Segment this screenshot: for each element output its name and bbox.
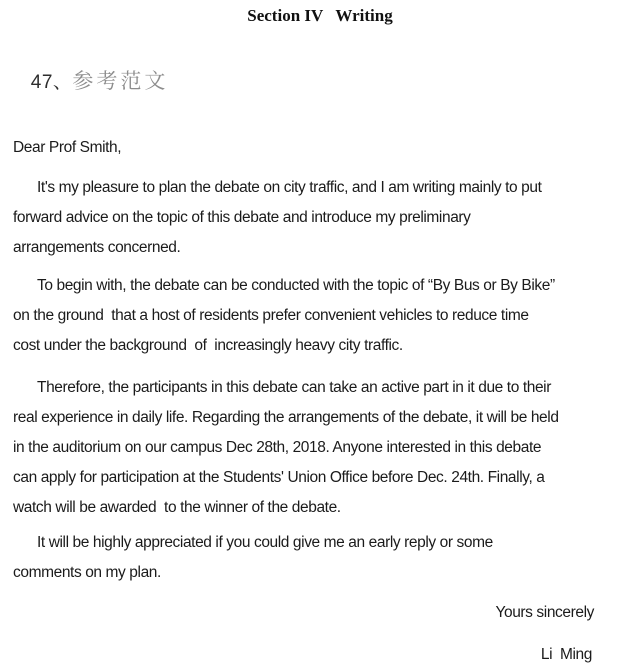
paragraph-line: cost under the background of increasingly heavy city traffic.: [13, 337, 403, 354]
item-heading: [13, 42, 640, 123]
section-header: Section IV Writing: [247, 6, 393, 25]
letter-paragraph-4: [13, 528, 632, 588]
paragraph-line: in the auditorium on our campus Dec 28th, 2018. Anyone interested in this debate: [13, 439, 542, 456]
paragraph-line: To begin with, the debate can be conducted with the topic of “By Bus or By Bike”: [37, 277, 555, 294]
paragraph-line: arrangements concerned.: [13, 239, 181, 256]
paragraph-line: real experience in daily life. Regarding the arrangements of the debate, it will be held: [13, 409, 559, 426]
paragraph-line: comments on my plan.: [13, 564, 161, 581]
letter-closing: Yours sincerely: [495, 604, 594, 621]
paragraph-line: on the ground that a host of residents prefer convenient vehicles to reduce time: [13, 307, 529, 324]
letter-salutation: Dear Prof Smith,: [13, 139, 122, 156]
letter-paragraph-2: [13, 271, 632, 361]
item-label: 参考范文: [72, 69, 169, 93]
paragraph-line: can apply for participation at the Students' Union Office before Dec. 24th. Finally, a: [13, 469, 545, 486]
paragraph-line: It's my pleasure to plan the debate on city traffic, and I am writing mainly to put: [37, 179, 542, 196]
paragraph-line: watch will be awarded to the winner of the debate.: [13, 499, 341, 516]
paragraph-line: It will be highly appreciated if you could give me an early reply or some: [37, 534, 493, 551]
letter-signature: Li Ming: [540, 646, 592, 663]
letter-paragraph-3: [13, 373, 632, 523]
paragraph-line: forward advice on the topic of this debate and introduce my preliminary: [13, 209, 471, 226]
letter-paragraph-1: [13, 173, 632, 263]
paragraph-line: Therefore, the participants in this debate can take an active part in it due to their: [37, 379, 551, 396]
item-number: 47、: [30, 72, 73, 93]
